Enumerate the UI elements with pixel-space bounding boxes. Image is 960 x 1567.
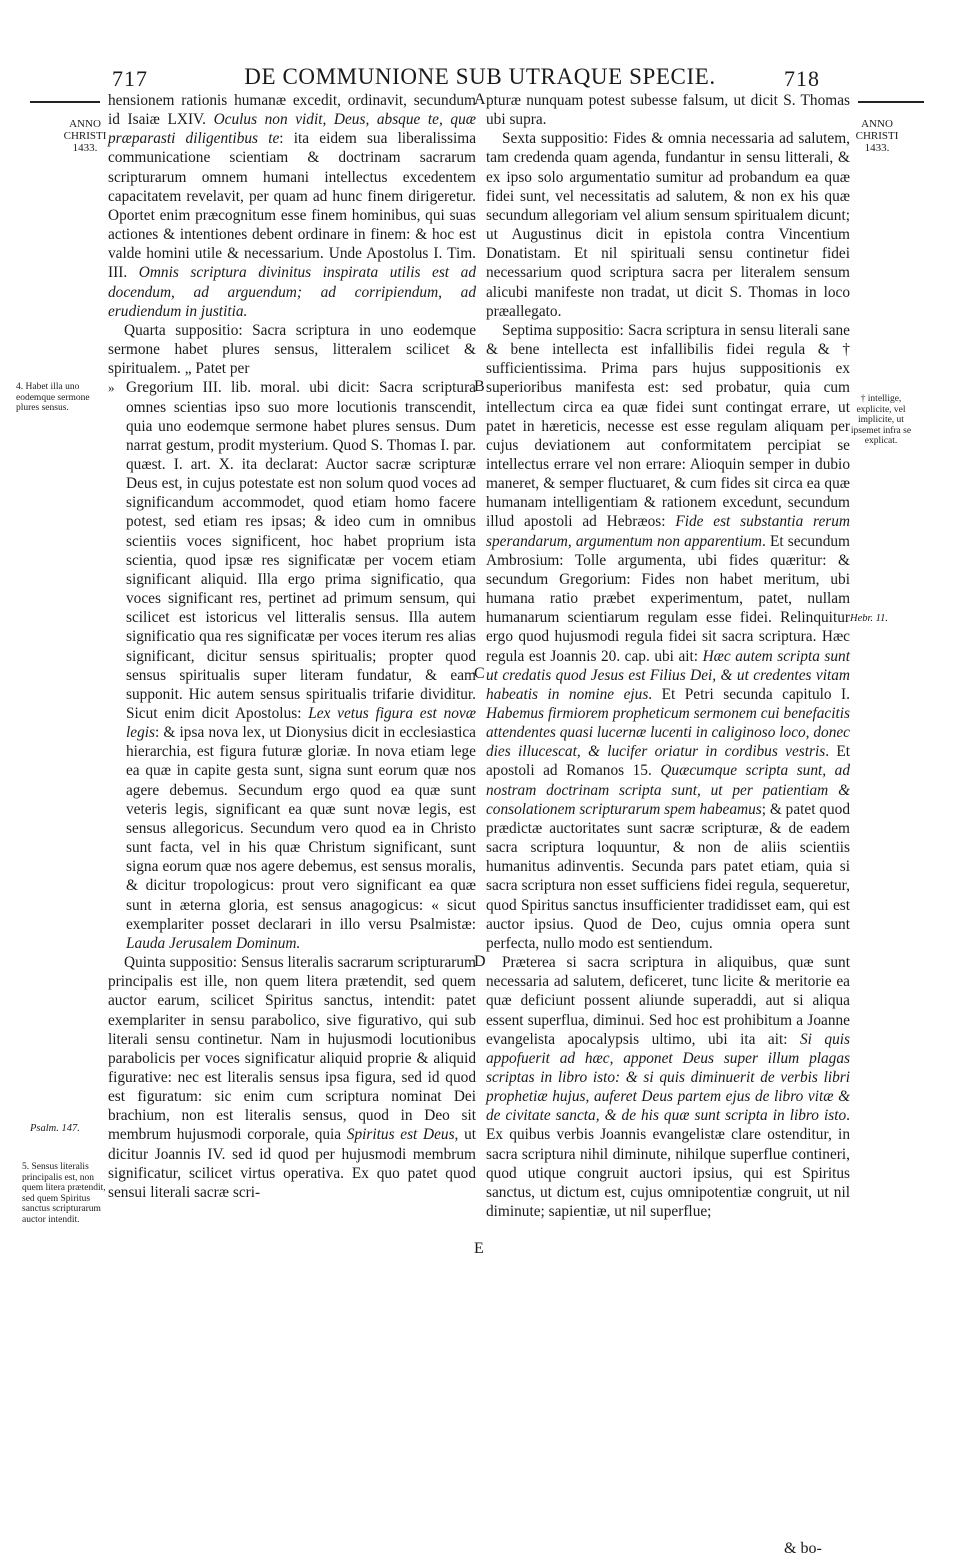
- marginal-psalm-ref: Psalm. 147.: [30, 1123, 80, 1134]
- paragraph: Quinta suppositio: Sensus literalis sacrarum scripturarum principalis est ille, non quem litera prætendit, sed quem auctor earum, scilicet Spiritus sanctus, intendit: patet exemplariter in sensu parabolico, sive figurativo, qui sub literali sensu continetur. Nam in hujusmodi locutionibus parabolicis per voces significatur aliquid proprie & aliquid figurative: nec est literalis sensus ipsa figura, sed id quod est figuratum: sic enim cum scriptura nominat Dei brachium, non est literalis sensus, quod in Deo sit membrum hujusmodi corporale, quia Spiritus est Deus, ut dicitur Joannis IV. sed id quod per hujusmodi membrum significatur, scilicet virtus operativa. Ex quo patet quod sensui literali sacræ scri-: [108, 954, 477, 1201]
- section-letter-b: B: [474, 378, 485, 395]
- header-rule-right: [858, 101, 924, 103]
- paragraph: Quarta suppositio: Sacra scriptura in uno eodemque sermone habet plures sensus, litteralem scilicet & spiritualem. „ Patet per: [108, 321, 476, 378]
- paragraph: Septima suppositio: Sacra scriptura in sensu literali sane & bene intellecta est infallibilis fidei regula & † sufficientissima. Prima pars hujus suppositionis ex superioribus manifesta est: sed probatur, quia cum intellectum circa ea quæ fidei sunt contingat errare, ut patet in hæreticis, necesse est esse regulam aliquam per cujus deviationem aut conformitatem percipiat se intellectus errare vel non errare: Alioquin semper in dubio maneret, & semper fluctuaret, & cum fides sit circa ea quæ humanam intelligentiam & rationem excedunt, secundum illud apostoli ad Hebræos: Fide est substantia rerum sperandarum, argumentum non apparentium. Et secundum Ambrosium: Tolle argumenta, ubi fides quæritur: & secundum Gregorium: Fides non habet meritum, ubi humana ratio præbet experimentum, patet, nullam humanarum scientiarum regulam esse fidei. Relinquitur ergo quod hujusmodi regula fidei sit sacra scriptura. Hæc regula est Joannis 20. cap. ubi ait: Hæc autem scripta sunt ut credatis quod Jesus est Filius Dei, & ut credentes vitam habeatis in nomine ejus. Et Petri secunda capitulo I. Habemus firmiorem propheticum sermonem cui benefacitis attendentes quasi lucernæ lucenti in caliginoso loco, donec dies illucescat, & lucifer oriatur in cordibus vestris. Et apostoli ad Romanos 15. Quæcumque scripta sunt, ad nostram doctrinam scripta sunt, ut per patientiam & consolationem scripturarum spem habeamus; & patet quod prædictæ auctoritates sunt sacræ scripturæ, & de eadem sacra scriptura loquuntur, & non de aliis scientiis humanitus adinventis. Secunda pars patet etiam, quia si sacra scriptura non esset sufficiens fidei regula, sequeretur, quod Spiritus sanctus insufficienter tradidisset eam, qui est auctor ipsius. Quod de Deo, cujus omnia opera sunt perfecta, nullo modo est sentiendum.: [486, 321, 850, 952]
- section-letter-a: A: [474, 91, 486, 108]
- running-title: DE COMMUNIONE SUB UTRAQUE SPECIE.: [244, 64, 716, 89]
- paragraph: pturæ nunquam potest subesse falsum, ut dicit S. Thomas ubi supra.: [486, 92, 850, 129]
- section-letter-d: D: [474, 953, 486, 970]
- left-column: [108, 91, 476, 1202]
- marginal-note-5: 5. Sensus literalis principalis est, non quem litera prætendit, sed quem Spiritus sanctus scripturarum auctor intendit.: [22, 1162, 106, 1225]
- right-column: [486, 91, 850, 1221]
- anno-christi-left: ANNO CHRISTI 1433.: [63, 118, 107, 154]
- page-number-right: 718: [784, 66, 820, 91]
- paragraph: Præterea si sacra scriptura in aliquibus, quæ sunt necessaria ad salutem, deficeret, tunc licite & meritorie ea quæ deficiunt possent aliunde superaddi, aut si aliqua essent superflua, diminui. Sed hoc est prohibitum a Joanne evangelista apocalypsis ultimo, ubi ita ait: Si quis appofuerit ad hæc, apponet Deus super illum plagas scriptas in libro isto: & si quis diminuerit de verbis libri prophetiæ hujus, auferet Deus partem ejus de libro vitæ & de civitate sancta, & de his quæ sunt scripta in libro isto. Ex quibus verbis Joannis evangelistæ clare ostenditur, in sacra scriptura nihil diminute, nihilque superflue contineri, quod utique congruit auctori ipsius, qui est Spiritus sanctus, ut dictum est, cujus omnipotentiæ congruit, ut nil diminute; sapientiæ, ut nil superflue;: [486, 954, 850, 1221]
- marginal-note-4: 4. Habet illa uno eodemque sermone plures sensus.: [16, 382, 90, 413]
- marginal-footnote-intellige: † intellige, explicite, vel implicite, ut ipsemet infra se explicat.: [850, 394, 912, 446]
- page-number-left: 717: [112, 66, 148, 91]
- quoted-paragraph: » Gregorium III. lib. moral. ubi dicit: Sacra scriptura omnes scientias ipso suo more locutionis transcendit, quia uno eodemque sermone habet plures sensus. Dum narrat gestum, prodit mysterium. Quod S. Thomas I. par. quæst. I. art. X. ita declarat: Auctor sacræ scripturæ Deus est, in cujus potestate est non solum quod voces ad significandum accommodet, quod etiam homo facere potest, sed etiam res ipsas; & ideo cum in omnibus scientiis voces significent, hoc habet proprium ista scientia, quod ipsæ res significatæ per vocem etiam significant aliquid. Illa ergo prima significatio, qua voces significant res, pertinet ad primum sensum, qui scilicet est istoricus vel litteralis sensus. Illa autem significatio qua res significatæ per voces iterum res alias significant, dicitur sensus spiritualis; propter quod sensus spiritualis super literam fundatur, & eam supponit. Hic autem sensus spiritualis trifarie dividitur. Sicut enim dicit Apostolus: Lex vetus figura est novæ legis: & ipsa nova lex, ut Dionysius dicit in ecclesiastica hierarchia, est figura futuræ gloriæ. In nova etiam lege ea quæ in capite gesta sunt, signa sunt eorum quæ nos agere debemus. Secundum ergo quod ea quæ sunt veteris legis, significant ea quæ sunt novæ legis, est sensus allegoricus. Secundum vero quod ea in Christo sunt facta, vel in his quæ Christum significant, sunt signa eorum quæ nos agere debemus, est sensus moralis, & dicitur tropologicus: prout vero significant ea quæ sunt in æterna gloria, est sensus anagogicus: « sicut exemplariter posset declarari in illo versu Psalmistæ: Lauda Jerusalem Dominum.: [108, 378, 476, 953]
- paragraph: Sexta suppositio: Fides & omnia necessaria ad salutem, tam credenda quam agenda, fundantur in sensu litterali, & ex ipso solo argumentatio sumitur ad probandum ea quæ fidei sunt, vel necessitatis ad salutem, & non ex his quæ secundum allegoriam vel alium sensum spiritualem dicunt; ut Augustinus dicit in epistola contra Vincentium Donatistam. Et nil spirituali sensu continetur fidei necessarium quod scriptura sacra per literalem sensum alicubi manifeste non tradat, ut dicit S. Thomas in loco præallegato.: [486, 130, 850, 320]
- section-letter-c: C: [474, 665, 485, 682]
- anno-christi-right: ANNO CHRISTI 1433.: [855, 118, 899, 154]
- catchword: & bo-: [784, 1540, 822, 1557]
- paragraph: hensionem rationis humanæ excedit, ordinavit, secundum id Isaiæ LXIV. Oculus non vidit, Deus, absque te, quæ præparasti diligentibus te: ita eidem sua liberalissima communicatione scientiam & doctrinam sacrarum scripturarum omnem humani intellectus excedentem capacitatem revelavit, per quam ad hunc finem dirigeretur. Oportet enim præcognitum esse finem hominibus, qui suas actiones & intentiones debent ordinare in finem: & hoc est valde homini utile & necessarium. Unde Apostolus I. Tim. III. Omnis scriptura divinitus inspirata utilis est ad docendum, ad arguendum; ad corripiendum, ad erudiendum in justitia.: [108, 92, 476, 320]
- marginal-hebr-ref: Hebr. 11.: [850, 613, 889, 624]
- header-rule-left: [30, 101, 100, 103]
- section-letter-e: E: [474, 1240, 484, 1257]
